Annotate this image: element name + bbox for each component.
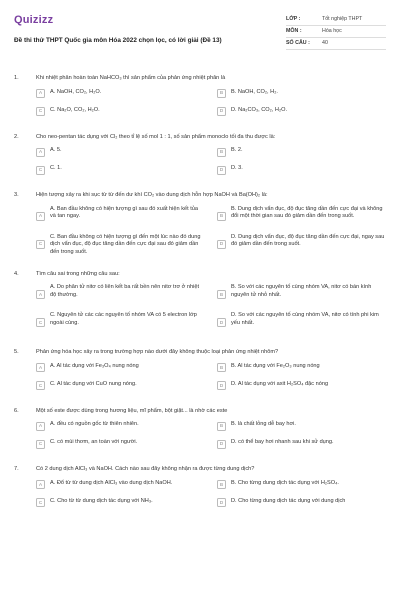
option-letter-badge: B — [217, 89, 226, 98]
question-item — [14, 271, 386, 337]
option-letter-badge: D — [217, 107, 226, 116]
answer-option-b[interactable] — [217, 284, 386, 308]
option-text: D. Cho từng dung dịch tác dụng với dung dịch — [231, 497, 346, 504]
answer-option-a[interactable] — [36, 363, 205, 377]
answer-options — [14, 421, 386, 453]
answer-option-a[interactable] — [36, 480, 205, 494]
answer-options — [14, 147, 386, 179]
answer-option-d[interactable] — [217, 165, 386, 179]
question-header — [14, 408, 386, 416]
answer-options — [14, 363, 386, 395]
option-text: B. Cho từng dung dịch tác dụng với H₂SO₄. — [231, 479, 339, 486]
meta-key: MÔN : — [286, 27, 302, 34]
option-letter-badge: C — [36, 240, 45, 249]
answer-option-b[interactable] — [217, 421, 386, 435]
answer-option-a[interactable] — [36, 284, 205, 308]
answer-option-d[interactable] — [217, 381, 386, 395]
option-letter-badge: A — [36, 363, 45, 372]
option-letter-badge: D — [217, 166, 226, 175]
answer-option-a[interactable] — [36, 147, 205, 161]
answer-option-c[interactable] — [36, 234, 205, 258]
option-text: D. So với các nguyên tố cùng nhóm VA, nitơ có tính phi kim yếu nhất. — [231, 312, 379, 326]
option-text: A. Do phân tử nitơ có liên kết ba rất bền nên nitơ trơ ở nhiệt độ thường. — [50, 284, 200, 298]
option-text: C. Cho từ từ dung dịch tác dụng với NH₃. — [50, 497, 153, 504]
meta-value: Tốt nghiệp THPT — [322, 15, 363, 22]
option-letter-badge: C — [36, 381, 45, 390]
answer-option-b[interactable] — [217, 206, 386, 230]
answer-option-c[interactable] — [36, 165, 205, 179]
option-text: B. So với các nguyên tố cùng nhóm VA, nitơ có bán kính nguyên tử nhỏ nhất. — [231, 284, 372, 298]
answer-options — [14, 89, 386, 121]
answer-option-a[interactable] — [36, 206, 205, 230]
option-letter-badge: A — [36, 290, 45, 299]
answer-option-a[interactable] — [36, 421, 205, 435]
question-item — [14, 466, 386, 512]
title-block — [14, 10, 222, 45]
option-letter-badge: B — [217, 480, 226, 489]
answer-option-b[interactable] — [217, 480, 386, 494]
answer-option-d[interactable] — [217, 312, 386, 336]
question-text: Cho neo-pentan tác dụng với Cl₂ theo tỉ lệ số mol 1 : 1, số sản phẩm monoclo tối đa thu được là: — [36, 133, 276, 140]
meta-row — [286, 14, 386, 26]
meta-value: Hóa học — [322, 27, 342, 34]
answer-option-b[interactable] — [217, 89, 386, 103]
option-letter-badge: C — [36, 166, 45, 175]
option-letter-badge: D — [217, 318, 226, 327]
option-text: C. Al tác dụng với CuO nung nóng. — [50, 380, 137, 387]
answer-options — [14, 206, 386, 258]
question-header — [14, 134, 386, 142]
answer-option-c[interactable] — [36, 312, 205, 336]
option-text: A. Al tác dụng với Fe₃O₄ nung nóng — [50, 362, 139, 369]
answer-option-b[interactable] — [217, 147, 386, 161]
option-letter-badge: C — [36, 498, 45, 507]
option-text: D. Na₂CO₃, CO₂, H₂O. — [231, 106, 288, 113]
meta-key: LỚP : — [286, 15, 301, 22]
answer-option-a[interactable] — [36, 89, 205, 103]
question-item — [14, 192, 386, 258]
option-text: B. Al tác dụng với Fe₂O₃ nung nóng — [231, 362, 320, 369]
meta-row — [286, 38, 386, 50]
question-number: 1. — [14, 75, 19, 81]
question-item — [14, 408, 386, 454]
option-letter-badge: B — [217, 148, 226, 157]
answer-option-c[interactable] — [36, 498, 205, 512]
question-header — [14, 271, 386, 279]
meta-value: 40 — [322, 39, 328, 46]
document-title: Đề thi thử THPT Quốc gia môn Hóa 2022 chọn lọc, có lời giải (Đề 13) — [14, 36, 222, 44]
meta-key: SỐ CÂU : — [286, 39, 310, 46]
answer-options — [14, 480, 386, 512]
option-letter-badge: A — [36, 148, 45, 157]
option-text: A. đều có nguồn gốc từ thiên nhiên. — [50, 421, 139, 428]
option-letter-badge: D — [217, 440, 226, 449]
answer-option-d[interactable] — [217, 439, 386, 453]
option-letter-badge: D — [217, 240, 226, 249]
option-letter-badge: B — [217, 290, 226, 299]
option-text: D. có thể bay hơi nhanh sau khi sử dụng. — [231, 439, 334, 446]
option-letter-badge: A — [36, 212, 45, 221]
question-number: 7. — [14, 466, 19, 473]
option-text: C. Nguyên tử các các nguyên tố nhóm VA có 5 electron lớp ngoài cùng. — [50, 312, 197, 326]
option-text: B. là chất lỏng dễ bay hơi. — [231, 421, 296, 428]
option-letter-badge: C — [36, 318, 45, 327]
question-text: Hiện tượng xảy ra khi sục từ từ đến dư khí CO₂ vào dung dịch hỗn hợp NaOH và Ba(OH)₂ là: — [36, 192, 268, 199]
question-header — [14, 192, 386, 200]
question-header — [14, 349, 386, 357]
question-number: 3. — [14, 192, 19, 199]
question-header — [14, 75, 386, 83]
option-letter-badge: B — [217, 363, 226, 372]
option-letter-badge: A — [36, 89, 45, 98]
meta-row — [286, 26, 386, 38]
option-letter-badge: D — [217, 498, 226, 507]
answer-option-d[interactable] — [217, 234, 386, 258]
worksheet-header — [14, 10, 386, 62]
question-item — [14, 75, 386, 121]
answer-option-c[interactable] — [36, 439, 205, 453]
option-letter-badge: A — [36, 422, 45, 431]
question-list — [14, 75, 386, 512]
option-text: B. 2. — [231, 147, 243, 154]
question-text: Khi nhiệt phân hoàn toàn NaHCO₃ thì sản phẩm của phản ứng nhiệt phân là — [36, 75, 226, 81]
question-item — [14, 134, 386, 180]
option-text: B. NaOH, CO₂, H₂. — [231, 88, 278, 95]
answer-option-c[interactable] — [36, 107, 205, 121]
question-text: Phản ứng hóa học xảy ra trong trường hợp nào dưới đây không thuộc loại phản ứng nhiệt nhôm? — [36, 349, 279, 356]
meta-table — [286, 14, 386, 50]
option-text: D. Al tác dụng với axit H₂SO₄ đặc nóng — [231, 380, 329, 387]
option-letter-badge: C — [36, 107, 45, 116]
answer-option-d[interactable] — [217, 498, 386, 512]
option-text: C. có mùi thơm, an toàn với người. — [50, 439, 138, 446]
option-letter-badge: B — [217, 422, 226, 431]
option-letter-badge: C — [36, 440, 45, 449]
quizizz-logo: Quizizz — [14, 14, 54, 26]
option-text: D. 3. — [231, 165, 243, 172]
question-number: 5. — [14, 349, 19, 356]
question-text: Một số este được dùng trong hương liệu, mĩ phẩm, bột giặt... là nhờ các este — [36, 407, 228, 414]
answer-option-d[interactable] — [217, 107, 386, 121]
question-header — [14, 466, 386, 474]
question-item — [14, 349, 386, 395]
answer-option-c[interactable] — [36, 381, 205, 395]
option-letter-badge: B — [217, 212, 226, 221]
option-letter-badge: A — [36, 480, 45, 489]
option-letter-badge: D — [217, 381, 226, 390]
answer-options — [14, 284, 386, 336]
option-text: D. Dung dịch vẩn đục, độ đục tăng dần đến cực đại, ngay sau đó giảm dần đến trong suốt. — [231, 233, 385, 248]
option-text: A. Ban đầu không có hiện tượng gì sau đó xuất hiện kết tủa và tan ngay. — [50, 205, 198, 220]
option-text: C. 1. — [50, 165, 62, 172]
page-bottom-fade — [0, 592, 400, 600]
option-text: A. NaOH, CO₂, H₂O. — [50, 88, 102, 95]
question-number: 4. — [14, 270, 19, 277]
question-text: Tìm câu sai trong những câu sau: — [36, 270, 120, 277]
question-text: Có 2 dung dịch AlCl₃ và NaOH. Cách nào sau đây không nhận ra được từng dung dịch? — [36, 466, 255, 473]
option-text: B. Dung dịch vẩn đục, độ đục tăng dần đến cực đại và không đổi một thời gian sau đó giảm dần đến trong suốt. — [231, 205, 383, 220]
option-text: C. Na₂O, CO₂, H₂O. — [50, 106, 100, 113]
option-text: A. 5. — [50, 147, 62, 154]
option-text: A. Đổ từ từ dung dịch AlCl₃ vào dung dịch NaOH. — [50, 479, 173, 486]
question-number: 6. — [14, 407, 19, 414]
question-number: 2. — [14, 133, 19, 140]
answer-option-b[interactable] — [217, 363, 386, 377]
option-text: C. Ban đầu không có hiện tượng gì đến một lúc nào đó dung dịch vẩn đục, độ đục tăng dần đến cực đại sau đó giảm dần đến trong suốt. — [50, 233, 201, 255]
